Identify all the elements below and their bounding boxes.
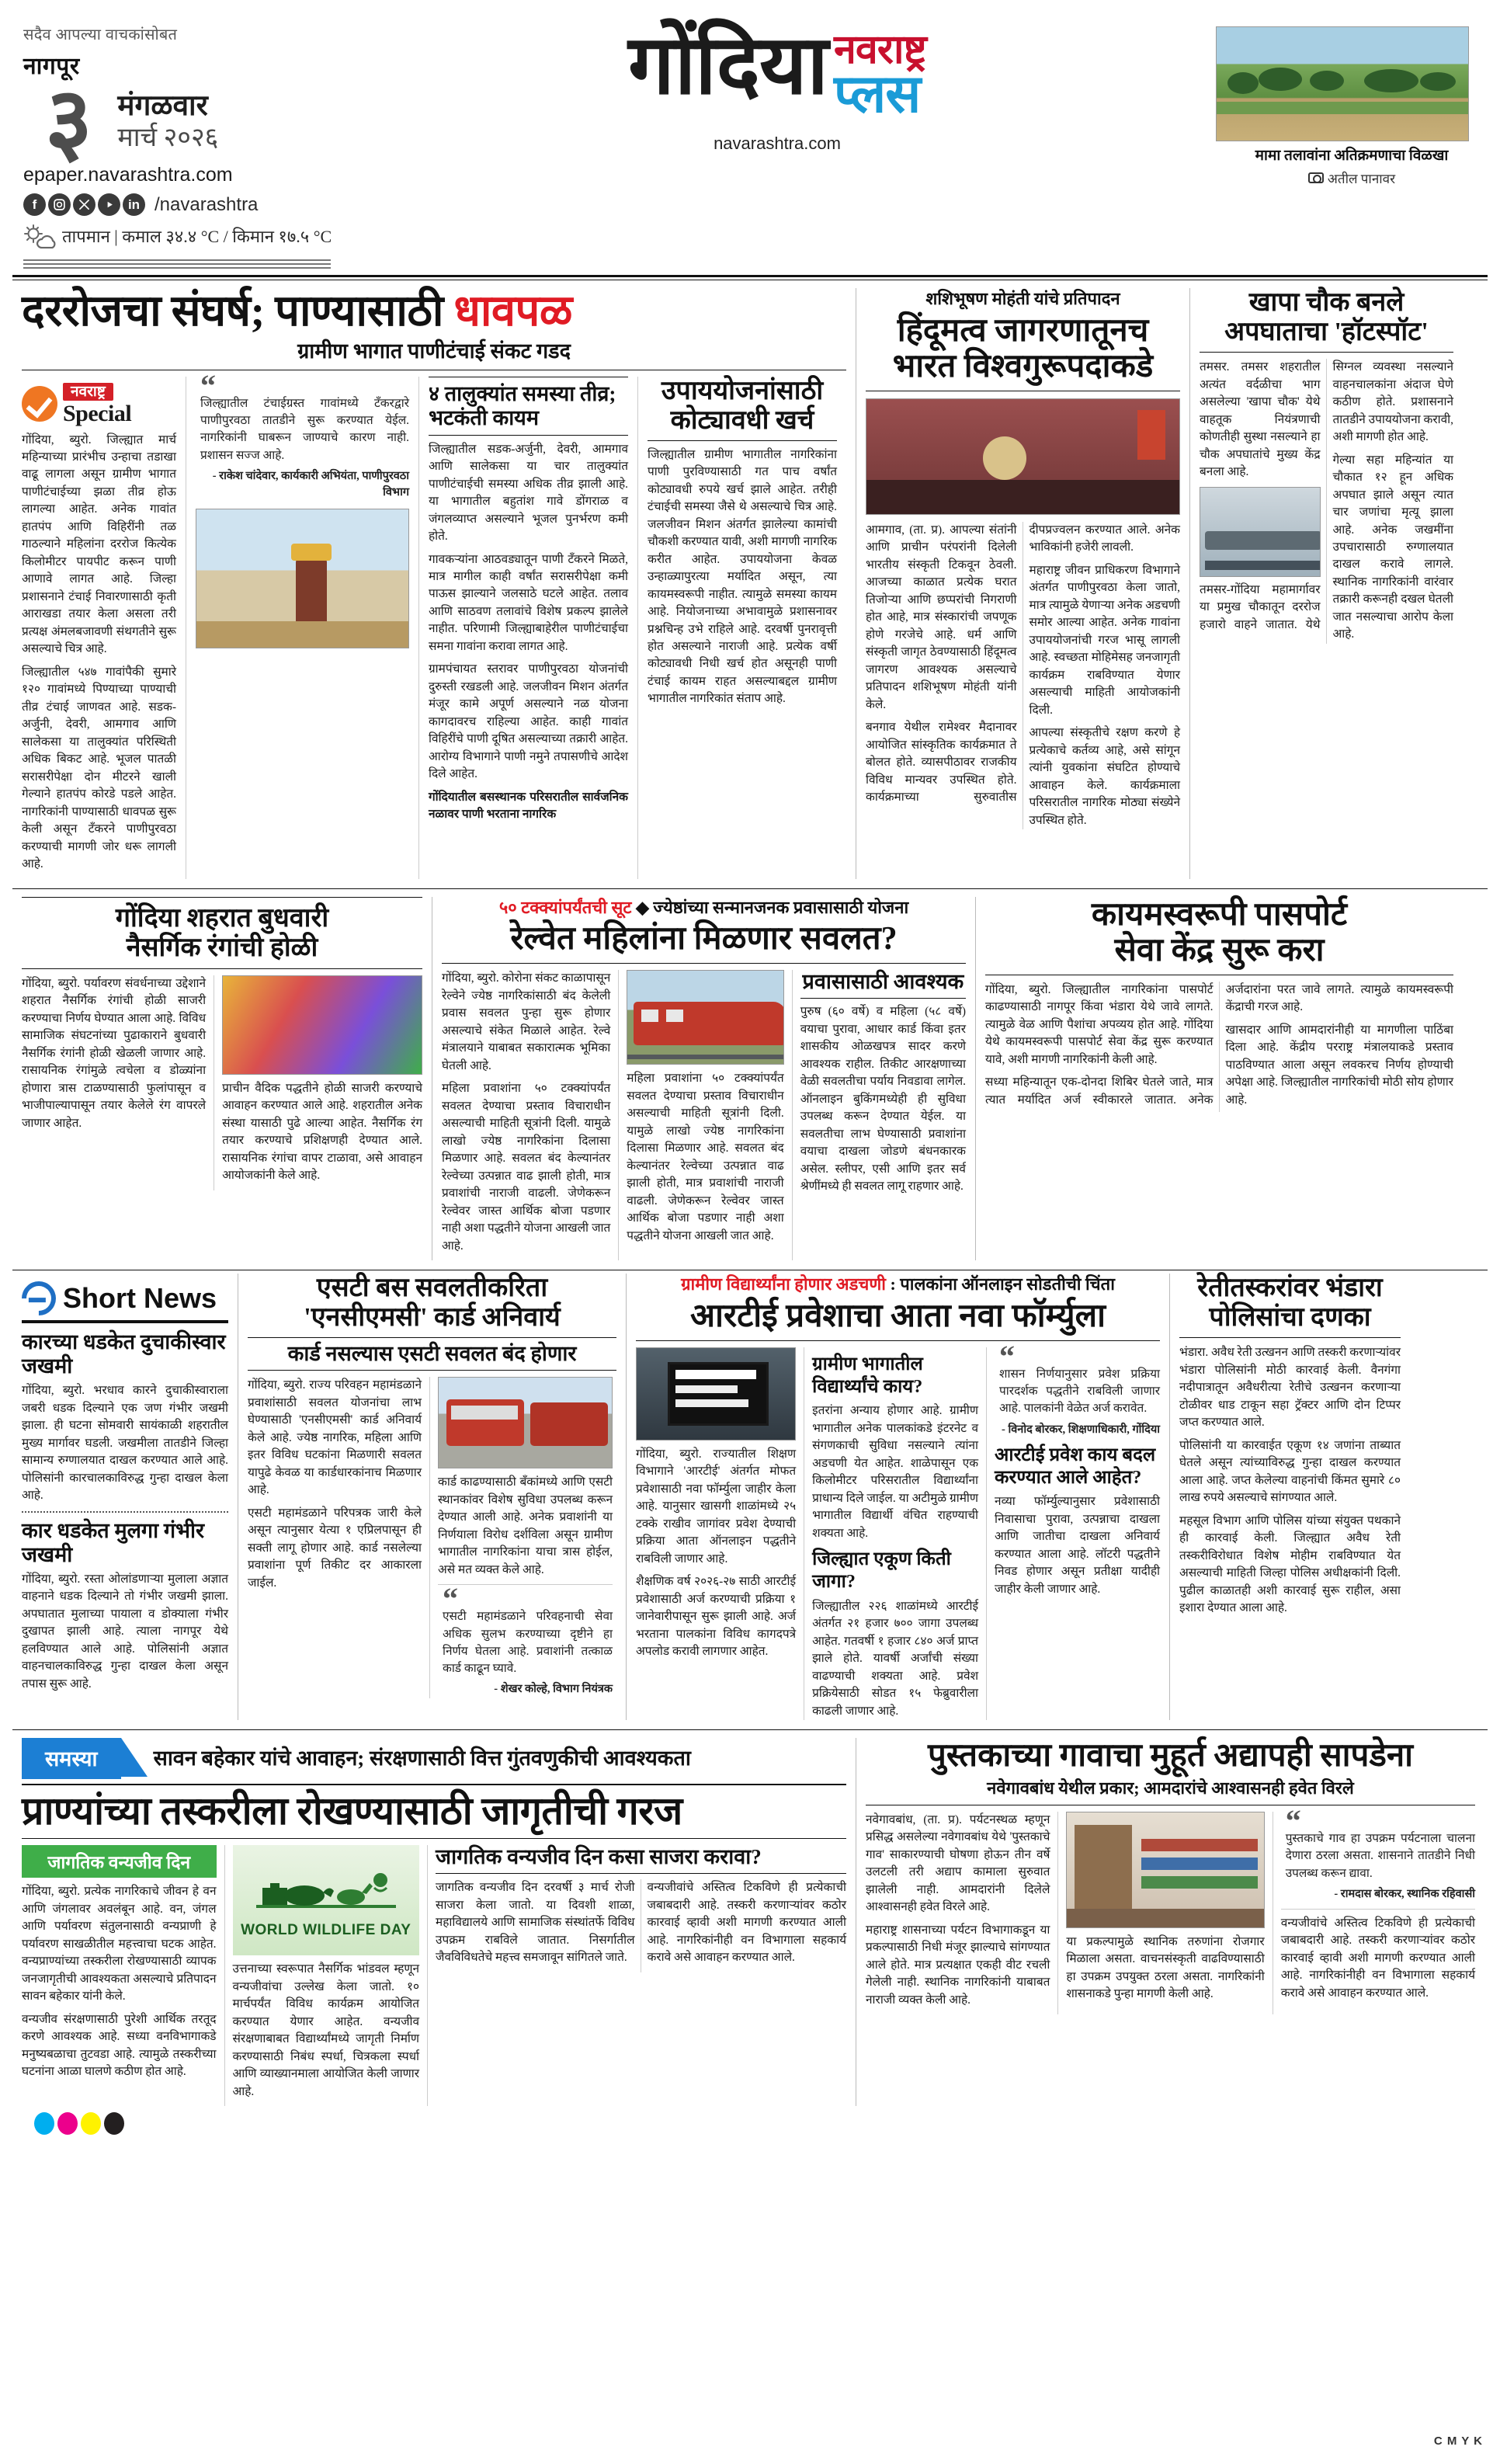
rte-headline: आरटीई प्रवेशाचा आता नवा फॉर्म्युला [636,1298,1160,1341]
bhandara-paragraph-2: पोलिसांनी या कारवाईत एकूण १४ जणांना ताब्यात घेतले असून त्यांच्याविरुद्ध गुन्हा दाखल करण्यात आला आहे. जप्त केलेल्या वाहनांची किंमत सुमारे ८० लाख रुपये असल्याचे सांगण्यात आले. [1179,1438,1401,1505]
stbus-paragraph-3: कार्ड काढण्यासाठी बँकांमध्ये आणि एसटी स्थानकांवर विशेष सुविधा उपलब्ध करून देण्यात आली आहे. अनेक प्रवाशांनी या निर्णयाला विरोध दर्शविला असून ग्रामीण भागातील नागरिकांना याचा त्रास होईल, असे मत व्यक्त केले आहे. [438,1475,613,1576]
book-col-1 [866,1812,1058,2014]
wildlife-animals-icon [256,1861,396,1919]
masthead [12,0,1488,273]
wildlife-header-row [22,1738,846,1779]
rte-kicker-red: ग्रामीण विद्यार्थ्यांना होणार अडचणी [681,1274,886,1295]
stbus-quote-attribution: - शेखर कोल्हे, विभाग नियंत्रक [494,1683,613,1696]
cyan-dot-icon [34,2112,54,2135]
book-body-1 [866,1812,1050,2009]
quote-mark-icon: “ [200,367,216,403]
wildlife-paragraph-2: वन्यजीव संरक्षणासाठी पुरेशी आर्थिक तरतूद करणे आवश्यक आहे. सध्या वनविभागाकडे मनुष्यबळाचा तुटवडा आहे. त्यामुळे तस्करीच्या घटनांना आळा घालणे कठीण होत आहे. [22,2012,217,2079]
band-two [12,897,1488,1260]
holi-headline-2: नैसर्गिक रंगांची होळी [22,933,422,969]
band3-divider [12,1729,1488,1730]
band-four [12,1738,1488,2106]
railway-paragraph-2: महिला प्रवाशांना ५० टक्क्यांपर्यंत सवलत देण्याचा प्रस्ताव विचाराधीन असल्याची माहिती सूत्रांनी दिली. यामुळे लाखो ज्येष्ठ नागरिकांना दिलासा मिळणार आहे. सवलत बंद केल्यानंतर रेल्वेच्या उत्पन्नात वाढ झाली होती, मात्र प्रवाशांची नाराजी वाढली. जेणेकरून रेल्वेवर जास्त आर्थिक बोजा पडणार नाही अशा पद्धतीने योजना आखली जात आहे. [442,1082,611,1253]
band-lead [12,288,1488,879]
hindutva-headline-2: भारत विश्वगुरूपदाकडे [866,349,1180,391]
rte-photo [636,1347,796,1441]
rte-kicker [636,1274,1160,1295]
passport-paragraph-1: गोंदिया, ब्युरो. जिल्ह्यातील नागरिकांना पासपोर्ट काढण्यासाठी नागपूर किंवा भंडारा येथे जावे लागते. त्यामुळे वेळ आणि पैशांचा अपव्यय होत आहे. गोंदिया येथे कायमस्वरूपी पासपोर्ट सेवा केंद्र सुरू करण्यात यावे, अशी मागणी नागरिकांनी केली आहे. [985,983,1214,1066]
temperature-text: तापमान | कमाल ३४.४ °C / किमान १७.५ °C [62,227,332,247]
hindutva-paragraph-1: आमगाव, (ता. प्र). आपल्या संतांनी आणि प्राचीन परंपरांनी दिलेली भारतीय संस्कृती टिकवून ठेवली. आजच्या काळात प्रत्येक घरात तिजोऱ्या आणि छप्परांची निगराणी होत आहे, मात्र संस्कारांची जपणूक होणे गरजेचे आहे. धर्म आणि संस्कृती जागृत ठेवण्यासाठी हिंदूमत्व जागरण आवश्यक असल्याचे प्रतिपादन शशिभूषण मोहंती यांनी केले. [866,523,1017,711]
lead-subhead: ग्रामीण भागात पाणीटंचाई संकट गडद [22,339,846,370]
passport-headline-1: कायमस्वरूपी पासपोर्ट [1091,896,1348,933]
rte-sub3-heading: आरटीई प्रवेश काय बदल करण्यात आले आहेत? [995,1444,1156,1488]
railway-body-1 [442,970,610,1255]
hindutva-story-block [856,288,1189,879]
cmyk-label-text: C M Y K [1433,2434,1483,2448]
lead-col-a [22,377,186,879]
khapa-photo [1200,487,1321,577]
stbus-col-2 [430,1377,613,1698]
band1-divider [12,888,1488,889]
holi-paragraph-2: प्राचीन वैदिक पद्धतीने होळी साजरी करण्याचे आवाहन करण्यात आले आहे. शहरातील अनेक संस्था यासाठी पुढे आल्या आहेत. नैसर्गिक रंग तयार करण्याचे प्रशिक्षणही देण्यात आले. रासायनिक रंगांचा वापर टाळावा, असे आवाहन आयोजकांनी केले आहे. [222,1081,422,1183]
book-quote-attribution: - रामदास बोरकर, स्थानिक रहिवासी [1334,1887,1475,1900]
lead-headline-part1: दररोजचा संघर्ष; पाण्यासाठी [22,287,454,335]
rte-quote-text: शासन निर्णयानुसार प्रवेश प्रक्रिया पारदर्शक पद्धतीने राबविली जाणार आहे. पालकांनी वेळेत अर्ज करावेत. [999,1367,1160,1416]
hindutva-body [866,522,1180,829]
badge-special-label: Special [63,400,132,426]
stbus-body-1 [248,1377,422,1592]
band-three [12,1274,1488,1720]
stbus-paragraph-2: एसटी महामंडळाने परिपत्रक जारी केले असून त्यानुसार येत्या १ एप्रिलपासून ही सक्ती लागू होणार आहे. कार्ड नसलेल्या प्रवाशांना पूर्ण तिकीट दर आकारला जाईल. [248,1506,422,1590]
youtube-icon[interactable] [98,193,120,216]
check-icon [22,386,57,422]
rte-quote-block [995,1338,1160,1438]
logo-website[interactable]: navarashtra.com [714,133,841,153]
wildlife-col-3 [428,1845,846,2106]
passport-story-block [975,897,1463,1260]
yellow-dot-icon [81,2112,101,2135]
lead-photo [196,509,409,648]
railway-kicker-red: ५० टक्क्यांपर्यंतची सूट [498,897,632,917]
masthead-photo-caption: मामा तलावांना अतिक्रमणाचा विळखा [1255,148,1449,164]
lead-paragraph-2: जिल्ह्यातील ५४७ गावांपैकी सुमारे १२० गावांमध्ये पिण्याच्या पाण्याची तीव्र टंचाई जाणवत आहे. सडक-अर्जुनी, देवरी, आमगाव आणि सालेकसा या तालुक्यांत परिस्थिती अधिक बिकट आहे. भूजल पातळी सरासरीपेक्षा दोन मीटरने खाली गेल्याने हातपंप कोरडे पडले आहेत. नागरिकांनी पाण्यासाठी धावपळ सुरू केली असून टँकरने पाणीपुरवठा करण्याची मागणी जोर धरू लागली आहे. [22,665,176,871]
wildlife-paragraph-1: गोंदिया, ब्युरो. प्रत्येक नागरिकाचे जीवन हे वन आणि जंगलावर अवलंबून आहे. वन, जंगल आणि पर्यावरण संतुलनासाठी वन्यप्राणी हे पर्यावरण साखळीतील महत्त्वाचा घटक आहेत. वन्यप्राण्यांच्या तस्करीला रोखण्यासाठी व्यापक जनजागृतीची आवश्यकता असल्याचे प्रतिपादन सावन बहेकार यांनी केले. [22,1885,217,2004]
black-dot-icon [104,2112,124,2135]
wildlife-headline: प्राण्यांच्या तस्करीला रोखण्यासाठी जागृतीची गरज [22,1790,846,1839]
book-kicker: नवेगावबांध येथील प्रकार; आमदारांचे आश्वासनही हवेत विरले [866,1778,1475,1805]
logo-title: गोंदिया [628,20,828,111]
short-news-label [63,1282,217,1315]
rte-col-2 [804,1347,987,1720]
railway-sub-paragraph: पुरुष (६० वर्षे) व महिला (५८ वर्षे) वयाचा पुरावा, आधार कार्ड किंवा इतर शासकीय ओळखपत्र सादर करणे आवश्यक राहील. तिकीट आरक्षणाच्या वेळी सवलतीचा पर्याय निवडावा लागेल. ऑनलाइन बुकिंगमध्येही ही सुविधा उपलब्ध करून देण्यात येईल. या सवलतीचा लाभ घेण्यासाठी प्रवाशांना वयाचा दाखला जोडणे बंधनकारक असेल. स्लीपर, एसी आणि इतर सर्व श्रेणींमध्ये ही सवलत लागू राहणार आहे. [800,1005,966,1194]
rte-paragraph-2: शैक्षणिक वर्ष २०२६-२७ साठी आरटीई प्रवेशासाठी अर्ज करण्याची प्रक्रिया १ जानेवारीपासून सुरू झाली आहे. अर्ज भरताना पालकांना विविध कागदपत्रे अपलोड करावी लागणार आहेत. [636,1575,797,1659]
railway-col-1 [442,970,619,1260]
rte-sub2-body: जिल्ह्यातील २२६ शाळांमध्ये आरटीई अंतर्गत २१ हजार ७०० जागा उपलब्ध आहेत. गतवर्षी १ हजार ८४० अर्ज प्राप्त झाले होते. यावर्षी अर्जांची संख्या वाढण्याची शक्यता आहे. प्रवेश प्रक्रियेसाठी सोडत १५ फेब्रुवारीला काढली जाणार आहे. [812,1599,979,1718]
lead-paragraph-1: गोंदिया, ब्युरो. जिल्ह्यात मार्च महिन्याच्या प्रारंभीच उन्हाचा तडाखा वाढू लागला असून ग्रामीण भागात पाणीटंचाईच्या झळा तीव्र होऊ लागल्या आहेत. अनेक गावांत हातपंप आणि विहिरींनी तळ गाठल्याने महिलांना दररोज कित्येक किलोमीटर पायपीट करून पाणी आणावे लागत आहे. जिल्हा प्रशासनाने टंचाई निवारणासाठी कृती आराखडा तयार केला असला तरी प्रत्यक्ष अंमलबजावणी संथगतीने सुरू असल्याचे चित्र आहे. [22,433,176,656]
wildlife-logo-text: WORLD WILDLIFE DAY [241,1922,411,1939]
railway-headline: रेल्वेत महिलांना मिळणार सवलत? [442,921,966,964]
rte-story-block [626,1274,1169,1720]
lead-body-col-a [22,432,176,874]
bhandara-paragraph-1: भंडारा. अवैध रेती उत्खनन आणि तस्करी करणाऱ्यांवर भंडारा पोलिसांनी मोठी कारवाई केली. वैनगंगा नदीपात्रातून अवैधरीत्या रेतीचे उत्खनन करणाऱ्या टोळीवर धाड टाकून सहा ट्रॅक्टर आणि दोन टिप्पर जप्त करण्यात आले. [1179,1346,1401,1430]
short-news-block [12,1274,238,1720]
book-paragraph-1: नवेगावबांध, (ता. प्र). पर्यटनस्थळ म्हणून प्रसिद्ध असलेल्या नवेगावबांध येथे 'पुस्तकाचे गाव' साकारण्याची घोषणा होऊन तीन वर्षे उलटली तरी अद्याप कामाला सुरुवात झालेली नाही. आमदारांनी दिलेले आश्वासनही हवेत विरले आहे. [866,1812,1050,1914]
short-news-headline-1: कारच्या धडकेत दुचाकीस्वार जखमी [22,1330,226,1378]
holi-col-left [22,975,214,1190]
holi-paragraph-1: गोंदिया, ब्युरो. पर्यावरण संवर्धनाच्या उद्देशाने शहरात नैसर्गिक रंगांची होळी साजरी करण्याचा निर्णय घेण्यात आला आहे. विविध सामाजिक संघटनांच्या पुढाकाराने बुधवारी नैसर्गिक रंगांनी होळी खेळली जाणार आहे. रासायनिक रंगांमुळे त्वचेला व डोळ्यांना होणारा त्रास टाळण्यासाठी फुलांपासून व भाजीपाल्यापासून तयार केलेले रंग वापरले जाणार आहेत. [22,976,207,1130]
taluka-paragraph-2: गावकऱ्यांना आठवड्यातून पाणी टँकरने मिळते, मात्र मागील काही वर्षांत सरासरीपेक्षा कमी पाऊस झाल्याने जलसाठे घटले आहेत. तलाव आणि साठवण तलावांचे विशेष प्रकल्प झालेले नाहीत. परिणामी जिल्ह्याबाहेरील पाणीटंचाईचा समना गावांना करावा लागत आहे. [429,552,628,653]
book-col-3 [1273,1802,1475,2014]
railway-paragraph-1: गोंदिया, ब्युरो. कोरोना संकट काळापासून रेल्वेने ज्येष्ठ नागरिकांसाठी बंद केलेली प्रवास सवलत पुन्हा सुरू होणार असल्याचे संकेत मिळाले आहेत. रेल्वे मंत्रालयाने याबाबत सकारात्मक भूमिका घेतली आहे. [442,971,611,1072]
taluka-paragraph-1: जिल्ह्यातील सडक-अर्जुनी, देवरी, आमगाव आणि सालेकसा या चार तालुक्यांत पाणीटंचाईची समस्या अधिक तीव्र झाली आहे. या भागातील बहुतांश गावे डोंगराळ व जंगलव्याप्त असल्याने भूजल पुनर्भरण कमी होते. [429,442,628,544]
railway-photo [627,970,783,1065]
lead-col-b [186,367,419,879]
social-handle[interactable]: /navarashtra [155,193,259,215]
wildlife-rule [22,1784,846,1785]
samasya-badge: समस्या [22,1738,121,1779]
holi-story-block [12,897,432,1260]
railway-kicker-black: ज्येष्ठांच्या सन्मानजनक प्रवासासाठी योजना [653,897,909,917]
plans-paragraph-1: जिल्ह्यातील ग्रामीण भागातील नागरिकांना पाणी पुरविण्यासाठी गत पाच वर्षांत कोट्यावधी रुपये खर्च झाले आहेत. तरीही टंचाईची समस्या जैसे थे असल्याचे चित्र आहे. जलजीवन मिशन अंतर्गत झालेल्या कामांची चौकशी करण्यात यावी, अशी मागणी नागरिक करीत आहेत. उपाययोजना केवळ उन्हाळ्यापुरत्या मर्यादित असून, त्या कायमस्वरूपी नाहीत. त्यामुळे समस्या कायम आहे. नियोजनाच्या अभावामुळे प्रशासनावर प्रश्नचिन्ह उभे राहिले आहे. दरवर्षी पुनरावृत्ती होत असल्याने नाराजी आहे. प्रत्येक वर्षी कोट्यावधी निधी खर्च होत असूनही पाणी टंचाई कायम राहत असल्याबद्दल ग्रामीण भागातील नागरिकांत संताप आहे. [648,447,837,706]
taluka-body [429,441,628,824]
magenta-dot-icon [57,2112,78,2135]
lead-quote-text: जिल्ह्यातील टंचाईग्रस्त गावांमध्ये टँकरद्वारे पाणीपुरवठा तातडीने सुरू करण्यात येईल. नागरिकांनी घाबरून जाण्याचे कारण नाही. प्रशासन सज्ज आहे. [200,396,409,462]
masthead-left [12,11,339,271]
short-news-rule [22,1320,228,1323]
holi-body-2 [222,1080,422,1185]
rte-quote-attribution: - विनोद बोरकर, शिक्षणाधिकारी, गोंदिया [1002,1423,1160,1436]
book-story-block [856,1738,1484,2106]
quote-mark-icon-3: “ [999,1338,1016,1374]
hindutva-paragraph-3: महाराष्ट्र जीवन प्राधिकरण विभागाने अंतर्गत पाणीपुरवठा केला जातो, मात्र त्यामुळे येणाऱ्या अनेक अडचणी समोर आल्या आहेत. अनेक गावांना उपाययोजनांची गरज भासू लागली आहे. स्वच्छता मोहिमेसह जनजागृती कार्यक्रम राबविण्यात येणार असल्याची माहिती आयोजकांनी दिली. [1029,563,1180,717]
railway-body-2 [627,1070,783,1245]
masthead-rules [23,259,339,269]
wildlife-body-4 [436,1879,846,1972]
wildlife-body-3 [233,1961,420,2101]
masthead-divider [12,275,1488,277]
holi-photo [222,975,422,1075]
hindutva-headline-1: हिंदूमत्व जागरणातूनच [897,312,1149,349]
masthead-day-number: ३ [45,71,92,172]
plans-body [648,447,837,708]
book-body-3 [1281,1909,1475,2002]
logo-navarashtra: नवराष्ट्र [833,28,926,72]
epaper-url[interactable]: epaper.navarashtra.com [23,164,233,186]
masthead-city: नागपूर [23,54,80,79]
plans-heading-2: कोट्यावधी खर्च [648,406,837,441]
stbus-story-block [238,1274,626,1720]
linkedin-icon[interactable]: in [123,193,145,216]
camera-icon [1308,172,1324,183]
lead-col-c [419,377,638,879]
passport-paragraph-2: सध्या महिन्यातून एक-दोनदा शिबिर घेतले जाते, मात्र त्यात मर्यादित अर्ज स्वीकारले जातात. अनेक अर्जदारांना परत जावे लागते. त्यामुळे कायमस्वरूपी केंद्राची गरज आहे. [985,983,1453,1107]
short-news-headline-2: कार धडकेत मुलगा गंभीर जखमी [22,1518,205,1566]
lead-headline-part2: धावपळ [453,287,572,335]
kicker-diamond-icon: ◆ [635,897,654,917]
instagram-icon[interactable] [48,193,71,216]
wildlife-col-2 [225,1845,429,2106]
hindutva-kicker: शशिभूषण मोहंती यांचे प्रतिपादन [925,289,1120,308]
short-news-item-2 [22,1519,228,1693]
world-wildlife-day-logo [233,1845,420,1955]
masthead-photo-credit [1216,169,1488,187]
wildlife-body-1 [22,1883,217,2080]
railway-kicker [442,897,966,919]
photo-credit-text: अतील पानावर [1327,171,1396,186]
rte-sub2-heading: जिल्ह्यात एकूण किती जागा? [812,1549,951,1593]
rte-kicker-black: पालकांना ऑनलाइन सोडतीची चिंता [900,1274,1115,1295]
bhandara-body [1179,1344,1401,1617]
railway-story-block [432,897,975,1260]
social-links[interactable] [23,193,339,216]
quote-mark-icon-2: “ [443,1581,458,1617]
khapa-headline-2: अपघाताचा 'हॉटस्पॉट' [1200,318,1453,353]
rte-sub3-body: नव्या फॉर्म्युल्यानुसार प्रवेशासाठी निवासाचा पुरावा, उत्पन्नाचा दाखला आणि जातीचा दाखला अनिवार्य करण्यात आला आहे. लॉटरी पद्धतीने निवड होणार असून प्रतीक्षा यादीही जाहीर केली जाणार आहे. [995,1495,1160,1596]
short-news-header [22,1274,228,1319]
khapa-story-block [1189,288,1463,879]
kicker-colon-icon: : [890,1274,901,1295]
weather-icon [23,224,57,248]
wildlife-sub-heading: जागतिक वन्यजीव दिन कसा साजरा करावा? [436,1845,846,1874]
badge-navarashtra-label: नवराष्ट्र [63,383,113,401]
book-paragraph-4: वन्यजीवांचे अस्तित्व टिकविणे ही प्रत्येकाची जबाबदारी आहे. तस्करी करणाऱ्यांवर कठोर कारवाई व्हावी अशी मागणी करण्यात आली आहे. नागरिकांनीही वन विभागाला सहकार्य करावे असे आवाहन करण्यात आले. [1280,1916,1475,2000]
wildlife-col-1 [22,1845,225,2106]
stbus-paragraph-1: गोंदिया, ब्युरो. राज्य परिवहन महामंडळाने प्रवाशांसाठी सवलत योजनांचा लाभ घेण्यासाठी 'एनसीएमसी' कार्ड अनिवार्य केले आहे. ज्येष्ठ नागरिक, महिला आणि इतर विविध घटकांना मिळणारी सवलत यापुढे केवळ या कार्डधारकांनाच मिळणार आहे. [248,1378,422,1497]
passport-headline-2: सेवा केंद्र सुरू करा [985,933,1453,975]
holi-headline-1: गोंदिया शहरात बुधवारी [22,897,422,933]
masthead-tagline: सदैव आपल्या वाचकांसोबत [23,26,178,43]
wildlife-day-badge: जागतिक वन्यजीव दिन [22,1845,217,1878]
stbus-photo [438,1377,613,1468]
stbus-body-2 [438,1474,613,1579]
rte-paragraph-1: गोंदिया, ब्युरो. राज्यातील शिक्षण विभागाने 'आरटीई' अंतर्गत मोफत प्रवेशासाठी नवा फॉर्म्युला जाहीर केला आहे. यानुसार खासगी शाळांमध्ये २५ टक्के राखीव जागांवर प्रवेश देण्याची प्रक्रिया आता ऑनलाइन पद्धतीने राबविली जाणार आहे. [636,1447,797,1566]
taluka-heading: ४ तालुक्यांत समस्या तीव्र; भटकंती कायम [429,377,628,436]
logo-plus: प्लस [833,64,921,124]
x-icon[interactable] [73,193,95,216]
bhandara-headline-2: पोलिसांचा दणका [1179,1303,1401,1338]
khapa-paragraph-2: तमसर-गोंदिया महामार्गावर या प्रमुख चौकातून दररोज हजारो वाहने जातात. येथे सिग्नल व्यवस्था नसल्याने वाहनचालकांना अंदाज घेणे कठीण होते. प्रशासनाने तातडीने उपाययोजना करावी, अशी मागणी होत आहे. [1200,360,1453,631]
cmyk-registration-marks [12,2106,1488,2135]
rte-sub1-heading: ग्रामीण भागातील विद्यार्थ्यांचे काय? [812,1354,923,1397]
masthead-photo-block [1216,11,1488,187]
wildlife-story-block [12,1738,856,2106]
book-body-2 [1066,1934,1264,2004]
rte-sub1-body: इतरांना अन्याय होणार आहे. ग्रामीण भागातील अनेक पालकांकडे इंटरनेट व संगणकाची सुविधा नसल्याने त्यांना अडचणी येत आहेत. शाळेपासून एक किलोमीटर परिसरातील विद्यार्थ्यांना प्राधान्य दिले जाईल. या अटीमुळे ग्रामीण भागातील विद्यार्थी वंचित राहण्याची शक्यता आहे. [812,1404,979,1540]
railway-col-3 [793,970,966,1260]
lead-quote-attribution: - राकेश चांदेवार, कार्यकारी अभियंता, पाणीपुरवठा विभाग [212,469,409,499]
book-quote-block [1281,1802,1475,1903]
holi-body-1 [22,975,206,1132]
rte-col-3 [987,1338,1160,1720]
holi-col-right [214,975,422,1190]
short-news-body-1: गोंदिया, ब्युरो. भरधाव कारने दुचाकीस्वाराला जबरी धडक दिल्याने एक जण गंभीर जखमी झाला. ही घटना सोमवारी सायंकाळी शहरातील मुख्य मार्गावर घडली. जखमीला तातडीने जिल्हा सामान्य रुग्णालयात दाखल करण्यात आले आहे. पोलिसांनी कारचालकाविरुद्ध गुन्हा दाखल केला आहे. [22,1384,228,1503]
bhandara-headline-1: रेतीतस्करांवर भंडारा [1197,1274,1383,1303]
book-photo [1066,1812,1264,1928]
stbus-subhead: कार्ड नसल्यास एसटी सवलत बंद होणार [248,1337,616,1371]
quote-mark-icon-4: “ [1285,1802,1301,1838]
lead-paragraph-3: ग्रामपंचायत स्तरावर पाणीपुरवठा योजनांची दुरुस्ती रखडली आहे. जलजीवन मिशन अंतर्गत मंजूर कामे अपूर्ण असल्याने नळ योजना कागदावरच राहिल्या आहेत. काही गावांत विहिरींचे पाणी दूषित असल्याच्या तक्रारी आहेत. आरोग्य विभागाने पाणी नमुने तपासणीचे आदेश दिले आहेत. [429,662,628,781]
book-quote-text: पुस्तकाचे गाव हा उपक्रम पर्यटनाला चालना देणारा ठरला असता. शासनाने तातडीने निधी उपलब्ध करून द्यावा. [1285,1831,1475,1880]
bhandara-story-block [1169,1274,1410,1720]
short-news-label-text: Short News [63,1282,217,1315]
khapa-body [1200,359,1453,644]
wildlife-paragraph-5: वन्यजीवांचे अस्तित्व टिकविणे ही प्रत्येकाची जबाबदारी आहे. तस्करी करणाऱ्यांवर कठोर कारवाई व्हावी अशी मागणी करण्यात आली आहे. नागरिकांनीही वन विभागाला सहकार्य करावे असे आवाहन करण्यात आले. [647,1881,847,1965]
masthead-logo [339,11,1216,154]
lead-headline [22,288,846,335]
stbus-quote-text: एसटी महामंडळाने परिवहनाची सेवा अधिक सुलभ करण्याच्या दृष्टीने हा निर्णय घेतला आहे. प्रवाशांनी तत्काळ कार्ड काढून घ्यावे. [443,1610,613,1676]
khapa-headline-1: खापा चौक बनले [1248,288,1405,317]
rte-col-1 [636,1347,804,1720]
railway-sub-body [800,1003,966,1195]
book-paragraph-3: या प्रकल्पामुळे स्थानिक तरुणांना रोजगार मिळाला असता. वाचनसंस्कृती वाढविण्यासाठी हा उपक्रम उपयुक्त ठरला असता. नागरिकांनी शासनाकडे पुन्हा मागणी केली आहे. [1066,1934,1265,2001]
khapa-paragraph-3: गेल्या सहा महिन्यांत या चौकात १२ हून अधिक अपघात झाले असून त्यात चार जणांचा मृत्यू झाला आहे. अनेक जखमींना उपचारासाठी रुग्णालयात दाखल करावे लागले. स्थानिक नागरिकांनी वारंवार तक्रारी करूनही दखल घेतली जात नसल्याचा आरोप केला आहे. [1332,453,1453,641]
passport-body [985,982,1453,1112]
wildlife-paragraph-4: उत्तनाच्या स्वरूपात नैसर्गिक भांडवल म्हणून वन्यजीवांचा उल्लेख केला जातो. १० मार्चपर्यंत विविध कार्यक्रम आयोजित करण्यात येणार आहेत. वन्यजीव संरक्षणाबाबत विद्यार्थ्यांमध्ये जागृती निर्माण करण्यासाठी निबंध स्पर्धा, चित्रकला स्पर्धा आणि व्याख्यानमाला आयोजित केली जाणार आहे. [232,1962,420,2098]
temperature-row [23,224,339,248]
masthead-photo [1216,26,1469,141]
lead-quote-block [196,367,409,501]
stbus-quote-block [438,1581,613,1698]
stbus-headline-1: एसटी बस सवलतीकरिता [316,1274,548,1303]
hindutva-photo [866,398,1180,515]
cmyk-label [1434,2436,1483,2447]
railway-col-2 [619,970,792,1260]
book-col-2 [1058,1812,1273,2014]
masthead-month-year: मार्च २०२६ [117,123,219,152]
stbus-col-1 [248,1377,430,1698]
masthead-weekday: मंगळवार [117,90,208,122]
bhandara-paragraph-3: महसूल विभाग आणि पोलिस यांच्या संयुक्त पथकाने ही कारवाई केली. जिल्ह्यात अवैध रेती तस्करीविरोधात विशेष मोहीम राबविण्यात येत असल्याची माहिती जिल्हा पोलिस अधीक्षकांनी दिली. पुढील काळातही अशी कारवाई सुरू राहील, असा इशारा देण्यात आला आहे. [1179,1514,1401,1614]
lead-col-d [638,377,837,879]
khapa-paragraph-1: तमसर. तमसर शहरातील अत्यंत वर्दळीचा भाग असलेल्या 'खापा चौक' येथे वाहतूक नियंत्रणाची कोणतीही सुस्था नसल्याने हा चौक अपघातांचे मुख्य केंद्र बनला आहे. [1200,360,1321,479]
plans-heading-1: उपाययोजनांसाठी [661,376,824,405]
navarashtra-special-badge [22,383,176,426]
stbus-headline-2: 'एनसीएमसी' कार्ड अनिवार्य [304,1303,561,1333]
hindutva-paragraph-2: बनगाव येथील रामेश्वर मैदानावर आयोजित सांस्कृतिक कार्यक्रमात ते बोलत होते. व्यासपीठावर राजकीय विविध मान्यवर उपस्थित होते. कार्यक्रमाच्या सुरुवातीस दीपप्रज्वलन करण्यात आले. अनेक भाविकांनी हजेरी लावली. [866,523,1180,805]
short-news-separator [22,1511,228,1513]
wildlife-paragraph-3: जागतिक वन्यजीव दिन दरवर्षी ३ मार्च रोजी साजरा केला जातो. या दिवशी शाळा, महाविद्यालये आणि सामाजिक संस्थांतर्फे विविध उपक्रम राबविले जातात. निसर्गातील जैवविविधतेचे महत्त्व समजावून सांगितले जाते. [436,1881,635,1965]
railway-paragraph-2b: महिला प्रवाशांना ५० टक्क्यांपर्यंत सवलत देण्याचा प्रस्ताव विचाराधीन असल्याची माहिती सूत्रांनी दिली. यामुळे लाखो ज्येष्ठ नागरिकांना दिलासा मिळणार आहे. सवलत बंद केल्यानंतर रेल्वेच्या उत्पन्नात वाढ झाली होती, मात्र प्रवाशांची नाराजी वाढली. जेणेकरून रेल्वेवर जास्त आर्थिक बोजा पडणार नाही अशा पद्धतीने योजना आखली जात आहे. [627,1072,784,1242]
rte-body-1 [636,1446,796,1661]
book-paragraph-2: महाराष्ट्र शासनाच्या पर्यटन विभागाकडून या प्रकल्पासाठी निधी मंजूर झाल्याचे सांगण्यात आले होते. मात्र प्रत्यक्षात एकही वीट रचली गेलेली नाही. स्थानिक नागरिकांनी याबाबत नाराजी व्यक्त केली आहे. [866,1923,1050,2007]
lead-story-block [12,288,856,879]
hindutva-paragraph-4: आपल्या संस्कृतीचे रक्षण करणे हे प्रत्येकाचे कर्तव्य आहे, असे सांगून त्यांनी युवकांना संघटित होण्याचे आवाहन केले. कार्यक्रमाला परिसरातील नागरिक मोठ्या संख्येने उपस्थित होते. [1029,726,1180,827]
short-news-item-1 [22,1330,228,1504]
passport-paragraph-3: खासदार आणि आमदारांनीही या मागणीला पाठिंबा दिला आहे. केंद्रीय परराष्ट्र मंत्रालयाकडे प्रस्ताव पाठविण्यात आला असून लवकरच निर्णय होण्याची अपेक्षा आहे. जिल्ह्यातील नागरिकांची मोठी सोय होणार आहे. [1225,1023,1453,1107]
arrow-circle-icon [15,1274,63,1322]
taluka-caption: गोंदियातील बसस्थानक परिसरातील सार्वजनिक नळावर पाणी भरताना नागरिक [429,790,628,822]
short-news-body-2: गोंदिया, ब्युरो. रस्ता ओलांडणाऱ्या मुलाला अज्ञात वाहनाने धडक दिल्याने तो गंभीर जखमी झाला. अपघातात मुलाच्या पायाला व डोक्याला गंभीर दुखापत झाली आहे. त्याला नागपूर येथे हलविण्यात आले आहे. पोलिसांनी अज्ञात वाहनचालकाविरुद्ध गुन्हा दाखल केला असून तपास सुरू आहे. [22,1572,228,1691]
railway-sub-heading: प्रवासासाठी आवश्यक [800,970,966,999]
facebook-icon[interactable]: f [23,193,46,216]
book-headline: पुस्तकाच्या गावाचा मुहूर्त अद्यापही सापडेना [927,1738,1414,1774]
wildlife-kicker: सावन बहेकार यांचे आवाहन; संरक्षणासाठी वित्त गुंतवणुकीची आवश्यकता [153,1746,691,1771]
